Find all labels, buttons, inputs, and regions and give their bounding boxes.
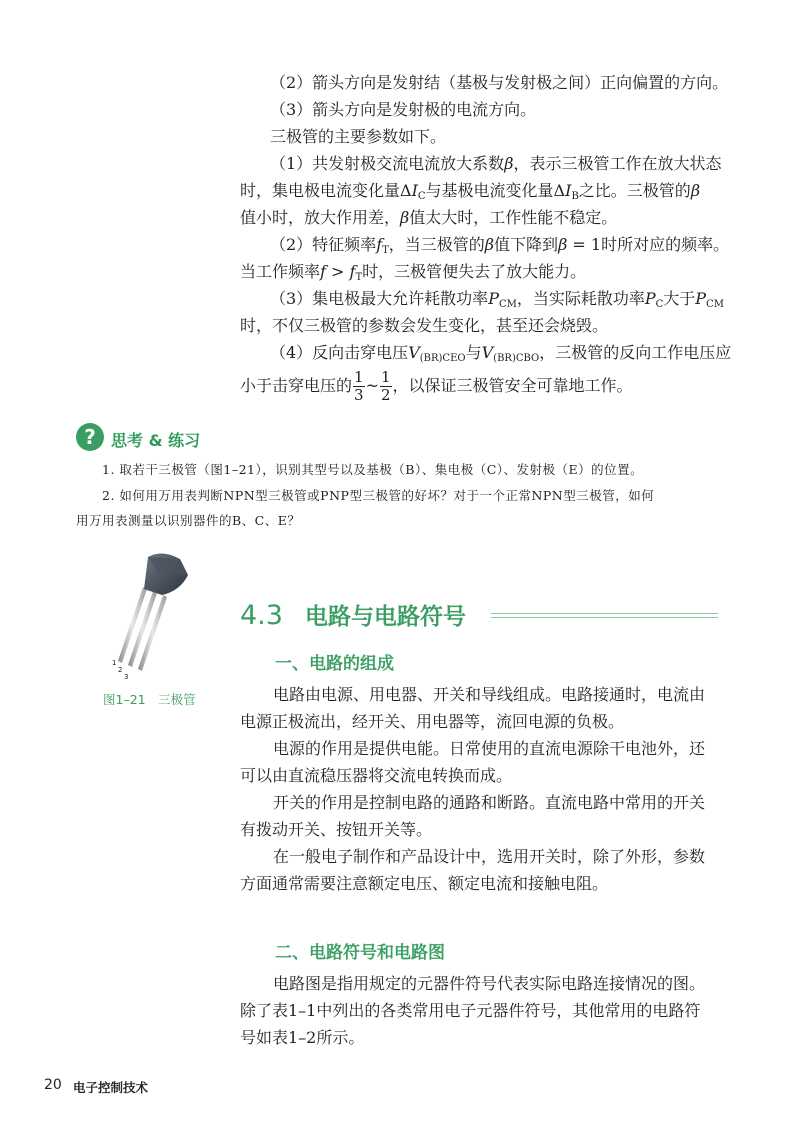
- body-line: [270, 288, 724, 316]
- text: 当工作频率: [240, 262, 321, 281]
- text: （2）箭头方向是发射结（基极与发射极之间）正向偏置的方向。: [270, 73, 729, 92]
- body-line: [270, 99, 536, 121]
- voltage-symbol: V: [481, 343, 494, 362]
- denominator: 3: [354, 386, 364, 404]
- text: 时，三极管便失去了放大能力。: [362, 262, 587, 281]
- text: ，以保证三极管安全可靠地工作。: [392, 376, 633, 395]
- exercise-question-2-cont: 用万用表测量以识别器件的B、C、E？: [76, 513, 301, 528]
- subscript: CM: [498, 299, 517, 310]
- text: 时，不仅三极管的参数会发生变化，甚至还会烧毁。: [240, 316, 609, 335]
- question-mark: ?: [84, 425, 96, 449]
- fraction-one-half: [380, 369, 392, 404]
- pin-label: 3: [124, 673, 129, 681]
- numerator: 1: [354, 368, 364, 386]
- power-symbol: P: [644, 289, 656, 308]
- transistor-icon: [100, 545, 210, 685]
- figure-caption: 图1–21 三极管: [103, 692, 196, 707]
- pin-label: 2: [118, 666, 123, 674]
- subscript: B: [571, 191, 579, 202]
- beta-symbol: β: [504, 154, 514, 173]
- text: 小于击穿电压的: [240, 376, 353, 395]
- page-number: 20: [44, 1077, 62, 1093]
- body-line: 电路图是指用规定的元器件符号代表实际电路连接情况的图。: [273, 974, 706, 993]
- section-number: 4.3: [240, 600, 283, 631]
- question-icon: [76, 423, 104, 451]
- body-line: 开关的作用是控制电路的通路和断路。直流电路中常用的开关: [273, 793, 706, 812]
- body-line: [270, 126, 446, 148]
- body-line: [270, 72, 728, 94]
- power-symbol: P: [488, 289, 499, 308]
- body-line: 方面通常需要注意额定电压、额定电流和接触电阻。: [240, 874, 609, 893]
- text: 之比。三极管的: [578, 181, 691, 200]
- body-line: 可以由直流稳压器将交流电转换而成。: [240, 766, 513, 785]
- text: ，表示三极管工作在放大状态: [513, 154, 722, 173]
- body-line: 有拨动开关、按钮开关等。: [240, 820, 433, 839]
- body-line: [270, 153, 721, 175]
- text: 值太大时，工作性能不稳定。: [409, 208, 618, 227]
- freq-symbol: f: [376, 235, 383, 254]
- body-line: [240, 207, 617, 229]
- subscript: C: [655, 299, 664, 310]
- pin-label: 1: [112, 659, 117, 667]
- beta-symbol: β: [400, 208, 410, 227]
- fraction-one-third: [353, 369, 365, 404]
- text: 三极管的主要参数如下。: [270, 127, 447, 146]
- text: （3）集电极最大允许耗散功率: [270, 289, 489, 308]
- text: （2）特征频率: [270, 235, 377, 254]
- beta-symbol: β: [690, 181, 701, 200]
- power-symbol: P: [695, 289, 707, 308]
- exercise-title: 思考 & 练习: [111, 431, 201, 450]
- text: ，三极管的反向工作电压应: [539, 343, 732, 362]
- text: （4）反向击穿电压: [270, 343, 409, 362]
- text: 与: [465, 343, 482, 362]
- text: ，当三极管的: [388, 235, 485, 254]
- body-line: [270, 234, 729, 262]
- subscript: C: [417, 191, 426, 202]
- numerator: 1: [380, 368, 391, 386]
- beta-symbol: β: [558, 235, 568, 254]
- body-line: [240, 315, 608, 337]
- body-line: 号如表1–2所示。: [240, 1028, 365, 1047]
- body-line: [240, 367, 633, 405]
- voltage-symbol: V: [408, 343, 420, 362]
- subsection-title: 一、电路的组成: [275, 654, 394, 674]
- beta-symbol: β: [484, 235, 495, 254]
- exercise-question-2: 2. 如何用万用表判断NPN型三极管或PNP型三极管的好坏？对于一个正常NPN型三极管，如何: [102, 488, 655, 503]
- freq-symbol: f: [349, 262, 356, 281]
- subscript: T: [382, 245, 389, 256]
- text: 值小时，放大作用差，: [240, 208, 401, 227]
- body-line: [240, 180, 700, 208]
- body-line: 电源正极流出，经开关、用电器等，流回电源的负极。: [240, 712, 625, 731]
- transistor-figure: [100, 545, 210, 685]
- subsection-title: 二、电路符号和电路图: [275, 943, 445, 963]
- text: 时，集电极电流变化量Δ: [240, 181, 412, 200]
- text: 大于: [663, 289, 696, 308]
- body-line: [240, 261, 586, 289]
- text: 值下降到: [494, 235, 559, 254]
- section-title: 电路与电路符号: [305, 604, 466, 630]
- text: （3）箭头方向是发射极的电流方向。: [270, 100, 537, 119]
- subscript: (BR)CBO: [493, 353, 540, 364]
- subscript: T: [355, 272, 363, 283]
- body-line: [270, 342, 731, 370]
- text: >: [325, 262, 350, 281]
- text: ~: [365, 376, 379, 395]
- text: 与基极电流变化量Δ: [425, 181, 566, 200]
- body-line: 除了表1–1中列出的各类常用电子元器件符号，其他常用的电路符: [240, 1001, 701, 1020]
- body-line: 电源的作用是提供电能。日常使用的直流电源除干电池外，还: [273, 739, 706, 758]
- text: ，当实际耗散功率: [516, 289, 645, 308]
- current-symbol: I: [565, 181, 572, 200]
- section-divider: [491, 613, 718, 618]
- denominator: 2: [380, 386, 391, 404]
- text: （1）共发射极交流电流放大系数: [270, 154, 505, 173]
- subscript: CM: [706, 299, 724, 310]
- current-symbol: I: [411, 181, 418, 200]
- subscript: (BR)CEO: [419, 353, 466, 364]
- book-title: 电子控制技术: [73, 1080, 149, 1095]
- text: = 1时所对应的频率。: [567, 235, 730, 254]
- body-line: 在一般电子制作和产品设计中，选用开关时，除了外形，参数: [273, 847, 706, 866]
- body-line: 电路由电源、用电器、开关和导线组成。电路接通时，电流由: [273, 685, 706, 704]
- exercise-question-1: 1. 取若干三极管（图1–21），识别其型号以及基极（B）、集电极（C）、发射极（E）的位置。: [102, 462, 644, 477]
- freq-symbol: f: [320, 262, 326, 281]
